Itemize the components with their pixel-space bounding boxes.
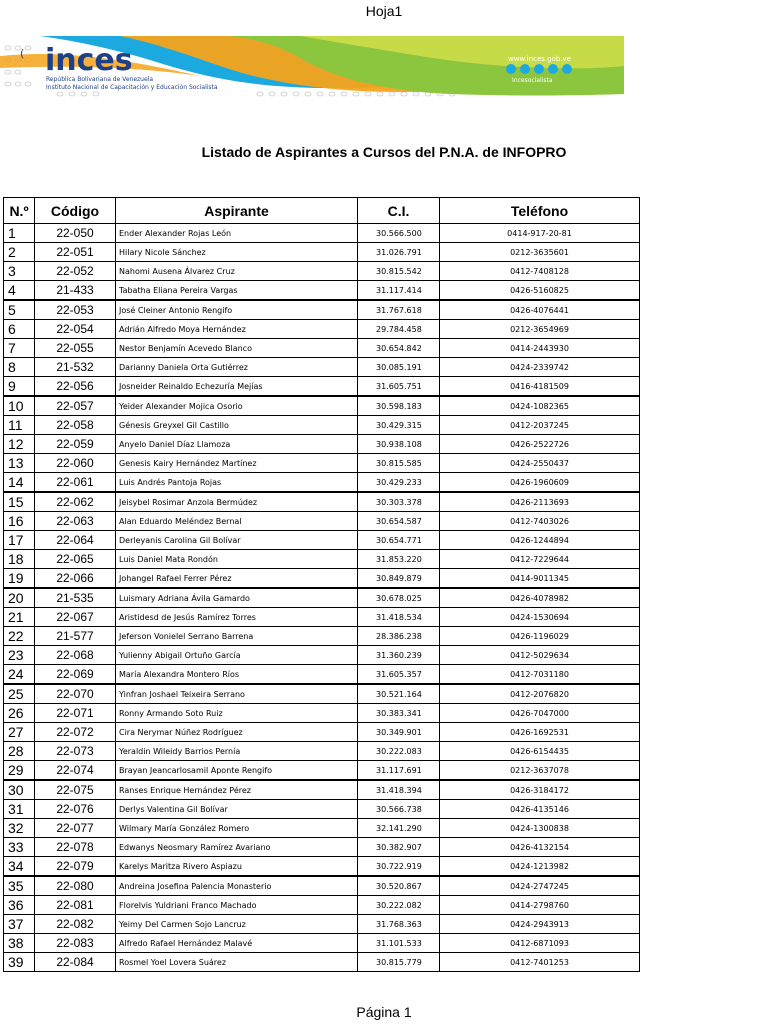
row-phone: 0412-2037245 [440, 416, 640, 435]
row-code: 22-055 [35, 339, 116, 358]
row-ci: 30.383.341 [358, 704, 440, 723]
row-phone: 0412-6871093 [440, 934, 640, 953]
row-ci: 30.815.585 [358, 454, 440, 473]
row-ci: 30.815.542 [358, 262, 440, 281]
row-applicant-name: Alfredo Rafael Hernández Malavé [116, 934, 358, 953]
row-number: 19 [4, 569, 35, 589]
row-phone: 0212-3635601 [440, 243, 640, 262]
table-row [4, 569, 640, 589]
page-footer: Página 1 [356, 1004, 412, 1020]
row-ci: 31.605.751 [358, 377, 440, 397]
row-number: 33 [4, 838, 35, 857]
row-number: 27 [4, 723, 35, 742]
row-applicant-name: Edwanys Neosmary Ramírez Avariano [116, 838, 358, 857]
row-code: 22-066 [35, 569, 116, 589]
row-code: 22-074 [35, 761, 116, 781]
row-ci: 31.117.691 [358, 761, 440, 781]
row-number: 34 [4, 857, 35, 877]
row-code: 22-060 [35, 454, 116, 473]
row-code: 22-065 [35, 550, 116, 569]
row-applicant-name: Yeimy Del Carmen Sojo Lancruz [116, 915, 358, 934]
row-code: 22-053 [35, 300, 116, 320]
table-row [4, 396, 640, 416]
table-row [4, 358, 640, 377]
row-number: 6 [4, 320, 35, 339]
table-row [4, 819, 640, 838]
row-number: 36 [4, 896, 35, 915]
row-ci: 31.768.363 [358, 915, 440, 934]
table-row [4, 857, 640, 877]
row-code: 22-063 [35, 512, 116, 531]
row-number: 26 [4, 704, 35, 723]
row-phone: 0426-4132154 [440, 838, 640, 857]
row-phone: 0426-4078982 [440, 588, 640, 608]
table-row [4, 243, 640, 262]
row-number: 37 [4, 915, 35, 934]
table-row [4, 665, 640, 685]
banner-handle: Incesocialista [512, 77, 553, 84]
row-applicant-name: Nahomi Ausena Álvarez Cruz [116, 262, 358, 281]
row-code: 22-075 [35, 780, 116, 800]
table-row [4, 684, 640, 704]
row-code: 22-054 [35, 320, 116, 339]
row-applicant-name: Johangel Rafael Ferrer Pérez [116, 569, 358, 589]
table-row [4, 896, 640, 915]
row-applicant-name: Brayan Jeancarlosamil Aponte Rengifo [116, 761, 358, 781]
row-ci: 28.386.238 [358, 627, 440, 646]
table-row [4, 838, 640, 857]
row-code: 22-078 [35, 838, 116, 857]
row-number: 21 [4, 608, 35, 627]
row-applicant-name: Tabatha Eliana Pereira Vargas [116, 281, 358, 301]
table-header-row [4, 198, 640, 224]
row-applicant-name: Genesis Kairy Hernández Martínez [116, 454, 358, 473]
row-number: 38 [4, 934, 35, 953]
row-ci: 30.085.191 [358, 358, 440, 377]
sheet-title: Hoja1 [365, 3, 403, 19]
table-row [4, 550, 640, 569]
row-phone: 0426-2522726 [440, 435, 640, 454]
row-number: 12 [4, 435, 35, 454]
row-number: 18 [4, 550, 35, 569]
table-row [4, 281, 640, 301]
row-phone: 0416-4181509 [440, 377, 640, 397]
table-row [4, 761, 640, 781]
flickr-icon [562, 64, 572, 74]
row-phone: 0212-3654969 [440, 320, 640, 339]
row-number: 4 [4, 281, 35, 301]
table-row [4, 320, 640, 339]
row-code: 22-077 [35, 819, 116, 838]
row-code: 22-068 [35, 646, 116, 665]
header-ci: C.I. [358, 198, 440, 224]
header-number: N.º [4, 198, 35, 224]
row-code: 22-072 [35, 723, 116, 742]
row-code: 22-061 [35, 473, 116, 493]
table-row [4, 588, 640, 608]
row-number: 35 [4, 876, 35, 896]
table-row [4, 512, 640, 531]
row-code: 22-052 [35, 262, 116, 281]
twitter-icon [506, 64, 516, 74]
table-row [4, 262, 640, 281]
row-ci: 30.654.587 [358, 512, 440, 531]
row-number: 15 [4, 492, 35, 512]
row-ci: 31.117.414 [358, 281, 440, 301]
row-applicant-name: Jeferson Vonielel Serrano Barrena [116, 627, 358, 646]
table-row [4, 531, 640, 550]
row-ci: 30.566.500 [358, 224, 440, 243]
table-row [4, 742, 640, 761]
row-code: 22-056 [35, 377, 116, 397]
row-applicant-name: Wilmary María González Romero [116, 819, 358, 838]
row-phone: 0426-1196029 [440, 627, 640, 646]
row-number: 24 [4, 665, 35, 685]
row-phone: 0414-917-20-81 [440, 224, 640, 243]
inces-banner [0, 36, 624, 98]
row-number: 28 [4, 742, 35, 761]
table-row [4, 339, 640, 358]
row-ci: 31.418.534 [358, 608, 440, 627]
table-row [4, 915, 640, 934]
row-ci: 29.784.458 [358, 320, 440, 339]
row-phone: 0414-9011345 [440, 569, 640, 589]
row-ci: 30.303.378 [358, 492, 440, 512]
row-number: 10 [4, 396, 35, 416]
row-ci: 30.429.315 [358, 416, 440, 435]
row-number: 16 [4, 512, 35, 531]
row-code: 22-062 [35, 492, 116, 512]
row-number: 13 [4, 454, 35, 473]
table-row [4, 608, 640, 627]
row-ci: 32.141.290 [358, 819, 440, 838]
row-code: 21-433 [35, 281, 116, 301]
row-number: 2 [4, 243, 35, 262]
row-phone: 0426-7047000 [440, 704, 640, 723]
row-applicant-name: Derleyanis Carolina Gil Bolívar [116, 531, 358, 550]
row-phone: 0424-1213982 [440, 857, 640, 877]
row-code: 22-084 [35, 953, 116, 972]
table-row [4, 492, 640, 512]
row-applicant-name: Luis Andrés Pantoja Rojas [116, 473, 358, 493]
row-phone: 0426-6154435 [440, 742, 640, 761]
row-phone: 0426-5160825 [440, 281, 640, 301]
row-ci: 31.360.239 [358, 646, 440, 665]
row-applicant-name: Ender Alexander Rojas León [116, 224, 358, 243]
row-applicant-name: Alan Eduardo Meléndez Bernal [116, 512, 358, 531]
row-phone: 0412-7031180 [440, 665, 640, 685]
table-row [4, 473, 640, 493]
row-applicant-name: Luismary Adriana Ávila Gamardo [116, 588, 358, 608]
row-applicant-name: Luis Daniel Mata Rondón [116, 550, 358, 569]
row-ci: 31.767.618 [358, 300, 440, 320]
row-phone: 0212-3637078 [440, 761, 640, 781]
row-code: 22-081 [35, 896, 116, 915]
row-applicant-name: Yeider Alexander Mojica Osorio [116, 396, 358, 416]
row-phone: 0424-2943913 [440, 915, 640, 934]
row-phone: 0412-7403026 [440, 512, 640, 531]
row-number: 3 [4, 262, 35, 281]
table-row [4, 435, 640, 454]
row-code: 22-080 [35, 876, 116, 896]
row-ci: 30.222.083 [358, 742, 440, 761]
row-ci: 30.222.082 [358, 896, 440, 915]
row-number: 23 [4, 646, 35, 665]
row-number: 14 [4, 473, 35, 493]
row-phone: 0424-1300838 [440, 819, 640, 838]
header-applicant: Aspirante [116, 198, 358, 224]
row-number: 8 [4, 358, 35, 377]
row-code: 22-073 [35, 742, 116, 761]
row-ci: 31.101.533 [358, 934, 440, 953]
table-row [4, 723, 640, 742]
row-applicant-name: Karelys Maritza Rivero Aspiazu [116, 857, 358, 877]
row-code: 22-083 [35, 934, 116, 953]
row-code: 22-067 [35, 608, 116, 627]
row-phone: 0424-2747245 [440, 876, 640, 896]
row-phone: 0426-1244894 [440, 531, 640, 550]
row-number: 29 [4, 761, 35, 781]
row-code: 22-064 [35, 531, 116, 550]
header-phone: Teléfono [440, 198, 640, 224]
row-applicant-name: Nestor Benjamín Acevedo Blanco [116, 339, 358, 358]
row-code: 22-076 [35, 800, 116, 819]
row-applicant-name: Yulienny Abigail Ortuño García [116, 646, 358, 665]
row-code: 21-532 [35, 358, 116, 377]
row-ci: 30.678.025 [358, 588, 440, 608]
row-code: 22-057 [35, 396, 116, 416]
row-applicant-name: Jeisybel Rosimar Anzola Bermúdez [116, 492, 358, 512]
row-phone: 0412-7229644 [440, 550, 640, 569]
table-row [4, 300, 640, 320]
row-code: 21-535 [35, 588, 116, 608]
row-number: 9 [4, 377, 35, 397]
row-ci: 30.938.108 [358, 435, 440, 454]
row-applicant-name: Anyelo Daniel Díaz Llamoza [116, 435, 358, 454]
table-row [4, 780, 640, 800]
row-number: 31 [4, 800, 35, 819]
row-number: 5 [4, 300, 35, 320]
row-ci: 30.429.233 [358, 473, 440, 493]
table-row [4, 800, 640, 819]
row-applicant-name: Florelvis Yuldriani Franco Machado [116, 896, 358, 915]
banner-line1: República Bolivariana de Venezuela [46, 76, 153, 83]
table-row [4, 934, 640, 953]
table-row [4, 454, 640, 473]
row-number: 7 [4, 339, 35, 358]
row-number: 22 [4, 627, 35, 646]
row-number: 30 [4, 780, 35, 800]
row-applicant-name: Génesis Greyxel Gil Castillo [116, 416, 358, 435]
row-ci: 30.566.738 [358, 800, 440, 819]
banner-website: www.inces.gob.ve [508, 55, 572, 63]
row-ci: 30.349.901 [358, 723, 440, 742]
row-phone: 0426-4076441 [440, 300, 640, 320]
row-ci: 31.026.791 [358, 243, 440, 262]
row-applicant-name: Rosmel Yoel Lovera Suárez [116, 953, 358, 972]
row-ci: 31.605.357 [358, 665, 440, 685]
table-row [4, 377, 640, 397]
row-ci: 30.654.842 [358, 339, 440, 358]
row-applicant-name: Ronny Armando Soto Ruiz [116, 704, 358, 723]
row-code: 22-071 [35, 704, 116, 723]
row-applicant-name: Josneider Reinaldo Echezuría Mejías [116, 377, 358, 397]
row-ci: 30.722.919 [358, 857, 440, 877]
youtube-icon [534, 64, 544, 74]
header-code: Código [35, 198, 116, 224]
table-row [4, 876, 640, 896]
row-applicant-name: Darianny Daniela Orta Gutiérrez [116, 358, 358, 377]
row-ci: 31.853.220 [358, 550, 440, 569]
row-phone: 0412-2076820 [440, 684, 640, 704]
row-applicant-name: Hilary Nicole Sánchez [116, 243, 358, 262]
row-phone: 0426-2113693 [440, 492, 640, 512]
svg-text:(: ( [20, 47, 25, 60]
applicants-table [3, 197, 640, 972]
row-applicant-name: Yinfran Joshael Teixeira Serrano [116, 684, 358, 704]
row-number: 1 [4, 224, 35, 243]
row-phone: 0424-1082365 [440, 396, 640, 416]
row-number: 39 [4, 953, 35, 972]
row-ci: 30.520.867 [358, 876, 440, 896]
row-code: 22-069 [35, 665, 116, 685]
row-applicant-name: Adrián Alfredo Moya Hernández [116, 320, 358, 339]
table-row [4, 224, 640, 243]
row-phone: 0412-7401253 [440, 953, 640, 972]
document-heading: Listado de Aspirantes a Cursos del P.N.A. de INFOPRO [201, 144, 567, 160]
row-applicant-name: Yeraldin Wileidy Barrios Pernía [116, 742, 358, 761]
row-ci: 30.849.879 [358, 569, 440, 589]
facebook-icon [520, 64, 530, 74]
table-row [4, 953, 640, 972]
instagram-icon [548, 64, 558, 74]
row-phone: 0426-1692531 [440, 723, 640, 742]
row-code: 22-050 [35, 224, 116, 243]
row-number: 11 [4, 416, 35, 435]
row-phone: 0424-2339742 [440, 358, 640, 377]
table-row [4, 627, 640, 646]
row-ci: 30.654.771 [358, 531, 440, 550]
row-applicant-name: Aristidesd de Jesús Ramírez Torres [116, 608, 358, 627]
row-ci: 31.418.394 [358, 780, 440, 800]
row-ci: 30.521.164 [358, 684, 440, 704]
row-applicant-name: Cira Nerymar Núñez Rodríguez [116, 723, 358, 742]
inces-logo-text: inces [45, 43, 133, 78]
row-number: 20 [4, 588, 35, 608]
row-code: 22-058 [35, 416, 116, 435]
row-code: 22-079 [35, 857, 116, 877]
row-code: 22-070 [35, 684, 116, 704]
row-phone: 0414-2443930 [440, 339, 640, 358]
row-phone: 0414-2798760 [440, 896, 640, 915]
row-applicant-name: José Cleiner Antonio Rengifo [116, 300, 358, 320]
row-phone: 0412-5029634 [440, 646, 640, 665]
row-phone: 0424-1530694 [440, 608, 640, 627]
row-number: 25 [4, 684, 35, 704]
row-phone: 0426-4135146 [440, 800, 640, 819]
row-code: 21-577 [35, 627, 116, 646]
table-row [4, 646, 640, 665]
row-applicant-name: Ranses Enrique Hernández Pérez [116, 780, 358, 800]
row-code: 22-059 [35, 435, 116, 454]
row-code: 22-082 [35, 915, 116, 934]
row-number: 17 [4, 531, 35, 550]
row-applicant-name: Andreina Josefina Palencia Monasterio [116, 876, 358, 896]
row-number: 32 [4, 819, 35, 838]
table-row [4, 416, 640, 435]
banner-line2: Instituto Nacional de Capacitación y Educación Socialista [46, 84, 218, 91]
row-ci: 30.815.779 [358, 953, 440, 972]
row-phone: 0412-7408128 [440, 262, 640, 281]
row-ci: 30.382.907 [358, 838, 440, 857]
row-applicant-name: María Alexandra Montero Ríos [116, 665, 358, 685]
row-code: 22-051 [35, 243, 116, 262]
row-phone: 0426-3184172 [440, 780, 640, 800]
row-ci: 30.598.183 [358, 396, 440, 416]
row-phone: 0424-2550437 [440, 454, 640, 473]
row-applicant-name: Derlys Valentina Gil Bolívar [116, 800, 358, 819]
row-phone: 0426-1960609 [440, 473, 640, 493]
table-row [4, 704, 640, 723]
